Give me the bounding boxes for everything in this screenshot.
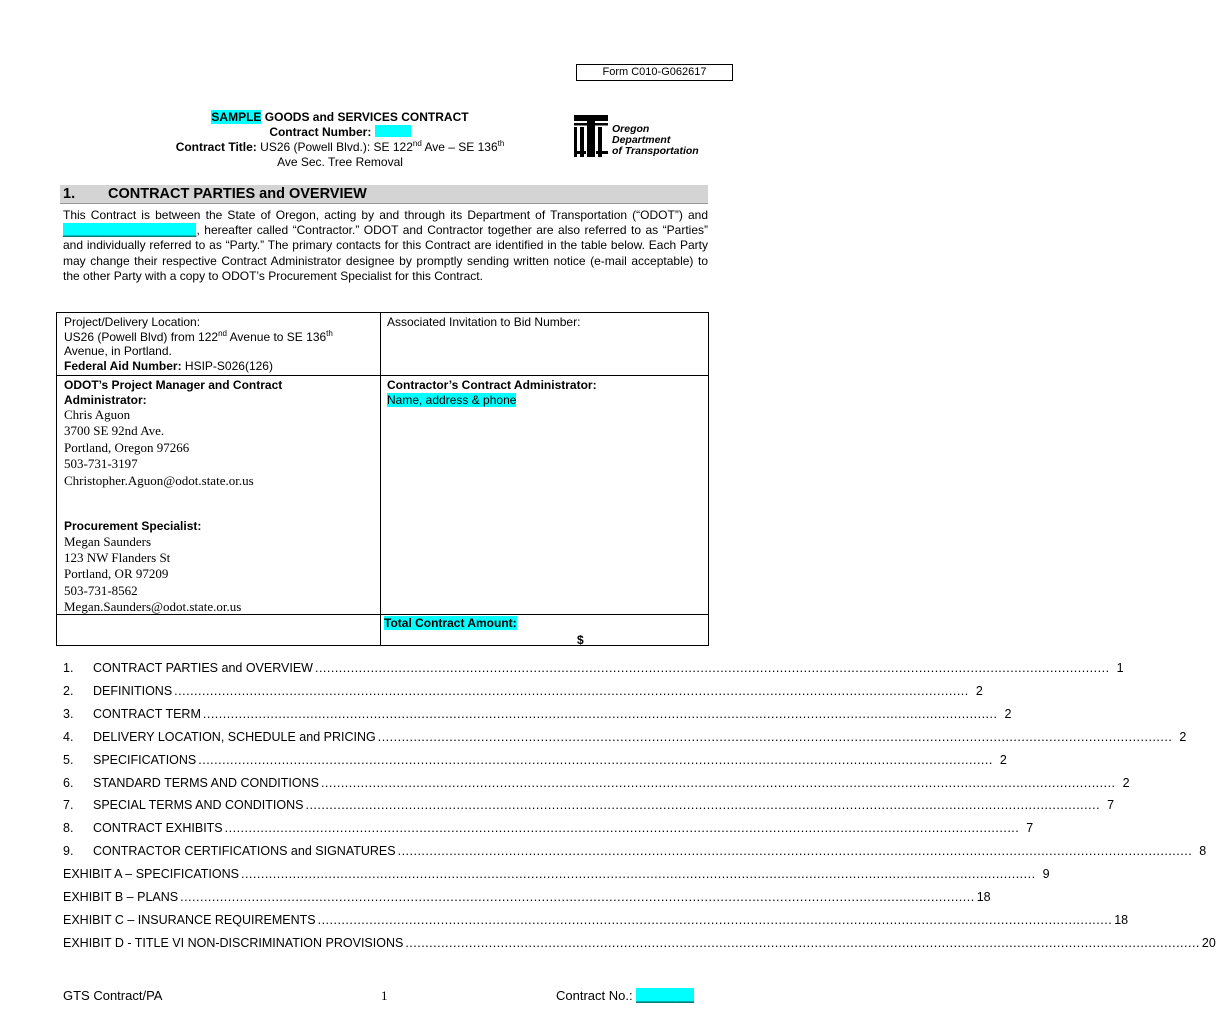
toc-entry[interactable]	[63, 842, 1207, 860]
total-amount-value[interactable]: $	[577, 632, 584, 647]
toc-leader: ........................................................................................................................................................................................................	[240, 867, 1036, 882]
odot-logo-text	[612, 124, 699, 157]
toc-leader: ........................................................................................................................................................................................................	[314, 661, 1110, 675]
toc-number: 9.	[63, 844, 74, 859]
logo-line: Oregon	[612, 123, 650, 135]
toc-title: SPECIAL TERMS AND CONDITIONS	[93, 798, 304, 813]
toc-entry[interactable]	[63, 934, 1216, 952]
contractor-name-blank[interactable]: ____________________	[63, 223, 197, 238]
contract-title-value: US26 (Powell Blvd.): SE 122	[256, 140, 413, 154]
table-divider	[57, 375, 381, 376]
toc-title: EXHIBIT C – INSURANCE REQUIREMENTS	[63, 912, 316, 927]
odot-pm-label: ODOT’s Project Manager and Contract	[64, 378, 283, 392]
odot-pm-label: Administrator:	[64, 392, 147, 407]
toc-entry[interactable]	[63, 728, 1187, 746]
logo-line: Department	[612, 134, 671, 146]
text: Avenue to SE 136	[226, 329, 327, 344]
project-location-value-2: Avenue, in Portland.	[64, 344, 172, 358]
toc-page: 9	[1042, 867, 1050, 882]
toc-page: 7	[1107, 798, 1115, 813]
contract-number-blank[interactable]	[375, 125, 411, 137]
toc-page: 2	[975, 683, 983, 698]
form-id-box: Form C010-G062617	[576, 64, 733, 81]
toc-title: CONTRACT TERM	[93, 706, 201, 721]
toc-title: SPECIFICATIONS	[93, 752, 197, 767]
toc-entry[interactable]	[63, 659, 1124, 677]
toc-number: 1.	[63, 661, 74, 675]
invitation-cell	[387, 315, 702, 330]
toc-title: DEFINITIONS	[93, 683, 173, 698]
section-number: 1.	[63, 186, 76, 202]
toc-title: STANDARD TERMS AND CONDITIONS	[93, 775, 319, 790]
total-amount-cell	[384, 616, 704, 647]
toc-page: 2	[999, 752, 1007, 767]
toc-page: 1	[1116, 661, 1124, 675]
toc-entry[interactable]	[63, 865, 1050, 883]
project-location-label: Project/Delivery Location:	[64, 315, 201, 329]
contractor-admin-cell	[387, 378, 702, 407]
superscript: th	[326, 328, 333, 338]
toc-page: 2	[1122, 775, 1130, 790]
toc-title: CONTRACT PARTIES and OVERVIEW	[93, 661, 313, 675]
toc-leader: ........................................................................................................................................................................................................	[397, 844, 1193, 859]
toc-leader: ........................................................................................................................................................................................................	[317, 912, 1113, 927]
toc-number: 7.	[63, 798, 74, 813]
contract-type-title: GOODS and SERVICES CONTRACT	[261, 110, 469, 124]
superscript: th	[497, 139, 505, 148]
toc-leader: ........................................................................................................................................................................................................	[320, 775, 1116, 790]
toc-page: 20	[1201, 935, 1216, 950]
toc-page: 18	[1114, 912, 1129, 927]
contractor-admin-label: Contractor’s Contract Administrator:	[387, 378, 597, 392]
contacts-table	[56, 312, 709, 646]
sample-label: SAMPLE	[211, 110, 262, 124]
table-divider	[381, 375, 709, 376]
odot-pm-email[interactable]: Christopher.Aguon@odot.state.or.us	[64, 472, 254, 488]
procurement-phone: 503-731-8562	[64, 582, 138, 598]
contract-no-blank[interactable]: ________	[636, 988, 695, 1003]
odot-pm-address: 3700 SE 92nd Ave.	[64, 423, 165, 439]
section-1-heading	[60, 185, 708, 204]
text: US26 (Powell Blvd) from 122	[64, 329, 219, 344]
intro-text: , hereafter called “Contractor.” ODOT and Contractor together are also referred to as “Parties” and individually referred to as “Party.” The primary contacts for this Contract are identified in the table below. Each Party may change their respective Contract Administrator designee by promptly sending written notice (e-mail acceptable) to the other Party with a copy to ODOT’s Procurement Specialist for this Contract.	[63, 223, 708, 283]
section-title: CONTRACT PARTIES and OVERVIEW	[108, 186, 367, 202]
toc-page: 8	[1199, 844, 1207, 859]
toc-number: 2.	[63, 683, 74, 698]
invitation-label: Associated Invitation to Bid Number:	[387, 315, 581, 329]
toc-entry[interactable]	[63, 774, 1130, 792]
contract-title-value: Ave – SE 136	[421, 140, 498, 154]
toc-number: 4.	[63, 729, 74, 744]
intro-paragraph	[63, 208, 708, 284]
toc-entry[interactable]	[63, 819, 1034, 837]
toc-leader: ........................................................................................................................................................................................................	[174, 683, 969, 698]
procurement-name: Megan Saunders	[64, 533, 152, 549]
federal-aid-label: Federal Aid Number:	[64, 358, 182, 373]
odot-logo	[574, 113, 714, 163]
contract-title-label: Contract Title:	[175, 140, 257, 154]
toc-leader: ........................................................................................................................................................................................................	[202, 706, 998, 721]
total-amount-label: Total Contract Amount:	[384, 616, 517, 630]
logo-line: of Transportation	[612, 145, 699, 157]
toc-leader: ........................................................................................................................................................................................................	[224, 821, 1020, 836]
project-location-cell	[64, 315, 374, 373]
toc-page: 7	[1026, 821, 1034, 836]
contract-number-label: Contract Number:	[269, 125, 372, 139]
footer-left: GTS Contract/PA	[63, 988, 163, 1003]
procurement-cell	[64, 519, 374, 616]
toc-leader: ........................................................................................................................................................................................................	[198, 752, 993, 767]
odot-logo-icon	[574, 113, 610, 159]
toc-number: 6.	[63, 775, 74, 790]
toc-title: EXHIBIT D - TITLE VI NON-DISCRIMINATION PROVISIONS	[63, 935, 404, 950]
toc-number: 8.	[63, 821, 74, 836]
contract-header	[140, 110, 540, 170]
toc-number: 3.	[63, 706, 74, 721]
table-divider	[380, 313, 381, 645]
toc-page: 18	[976, 890, 991, 904]
toc-entry[interactable]	[63, 888, 991, 906]
contract-no-label: Contract No.:	[556, 988, 637, 1003]
toc-entry[interactable]	[63, 751, 1007, 769]
page-number: 1	[381, 988, 388, 1003]
superscript: nd	[218, 328, 227, 338]
toc-entry[interactable]	[63, 705, 1012, 723]
toc-title: EXHIBIT B – PLANS	[63, 890, 179, 904]
toc-page: 2	[1179, 729, 1187, 744]
toc-leader: ........................................................................................................................................................................................................	[405, 935, 1200, 950]
contract-title-line2: Ave Sec. Tree Removal	[277, 155, 403, 169]
toc-entry[interactable]	[63, 682, 983, 700]
toc-leader: ........................................................................................................................................................................................................	[305, 798, 1101, 813]
superscript: nd	[412, 139, 422, 148]
toc-title: EXHIBIT A – SPECIFICATIONS	[63, 867, 239, 882]
toc-leader: ........................................................................................................................................................................................................	[377, 729, 1173, 744]
procurement-email[interactable]: Megan.Saunders@odot.state.or.us	[64, 599, 242, 615]
procurement-label: Procurement Specialist:	[64, 519, 202, 533]
toc-title: DELIVERY LOCATION, SCHEDULE and PRICING	[93, 729, 376, 744]
toc-entry[interactable]	[63, 796, 1115, 814]
toc-page: 2	[1004, 706, 1012, 721]
odot-pm-address: Portland, Oregon 97266	[64, 439, 190, 455]
procurement-address: 123 NW Flanders St	[64, 549, 171, 565]
project-location-value	[64, 330, 374, 345]
federal-aid-value: HSIP-S026(126)	[181, 358, 273, 373]
toc-title: CONTRACTOR CERTIFICATIONS and SIGNATURES	[93, 844, 396, 859]
toc-number: 5.	[63, 752, 74, 767]
toc-leader: ........................................................................................................................................................................................................	[180, 890, 975, 904]
toc-entry[interactable]	[63, 911, 1129, 929]
odot-pm-name: Chris Aguon	[64, 407, 131, 422]
toc-title: CONTRACT EXHIBITS	[93, 821, 223, 836]
odot-pm-phone: 503-731-3197	[64, 456, 138, 472]
intro-text: This Contract is between the State of Oregon, acting by and through its Department of Transportation (“ODOT”) and	[63, 208, 708, 222]
footer-right	[556, 988, 694, 1004]
contractor-admin-value[interactable]: Name, address & phone	[387, 392, 517, 407]
odot-pm-cell	[64, 378, 374, 489]
procurement-address: Portland, OR 97209	[64, 566, 169, 582]
